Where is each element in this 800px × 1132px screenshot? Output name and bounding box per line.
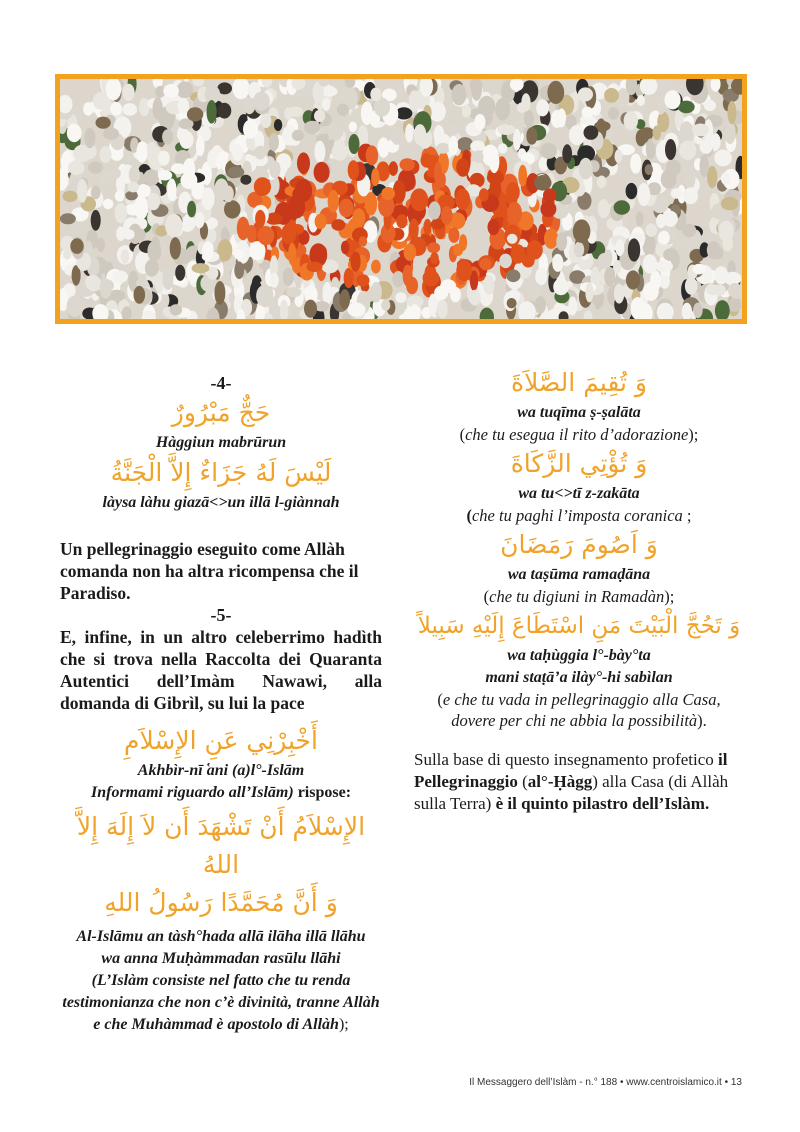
page-footer: Il Messaggero dell’Islàm - n.° 188 • www.centroislamico.it • 13 [469, 1077, 742, 1088]
translation-zakat: che tu paghi l’imposta coranica [471, 506, 683, 525]
translit-shahada-2: wa anna Muḥàmmadan rasūlu llāhi [101, 950, 341, 967]
shahada-translation-end: ); [338, 1016, 349, 1033]
translit-salat: wa tuqīma ṣ-ṣalāta [517, 404, 641, 421]
final-bold-2: al°-Ḥàgg [527, 772, 593, 791]
section-number-4: -4- [210, 373, 232, 393]
translit-akhbirni: Akhbìr-nī ̔ani (a)l°-Islām [137, 762, 305, 779]
translit-hajj-1: wa taḥùggia l°-bày°ta [507, 647, 651, 664]
final-bold-3: è il quinto pilastro dell’Islàm. [495, 794, 710, 813]
pilgrims-photo [55, 74, 747, 324]
translation-ramadan-line: (che tu digiuni in Ramadàn); [483, 587, 675, 606]
section-number-5: -5- [210, 605, 232, 625]
arabic-hajj-mabrur: حَجٌّ مَبْرُورٌ [171, 398, 271, 427]
final-mid-1: ( [517, 772, 528, 791]
shahada-translation-block [60, 970, 382, 1036]
translit-shahada-1: Al-Islāmu an tàsh°hada allā ilāha illā llāhu [76, 928, 366, 945]
left-column [60, 372, 382, 1036]
arabic-shahada-1: الإِسْلاَمُ أَنْ تَشْهَدَ أَن لاَ إِلَهَ إِلاَّ اللهُ [76, 812, 366, 879]
final-mid-2: ) alla Casa (di Allàh sulla Terra) [414, 772, 729, 813]
translation-hajj: e che tu vada in pellegrinaggio alla Casa, dovere per chi ne abbia la possibilità [442, 690, 721, 730]
translation-zakat-line: (che tu paghi l’imposta coranica ; [466, 506, 692, 525]
translit-ramadan: wa taṣūma ramaḍāna [507, 566, 651, 583]
final-pre: Sulla base di questo insegnamento profetico [414, 750, 719, 769]
crowd-illustration [60, 79, 742, 319]
translation-salat: che tu esegua il rito d’adorazione [465, 425, 689, 444]
arabic-ramadan: وَ اَصُومَ رَمَضَانَ [500, 530, 658, 559]
arabic-salat: وَ تُقِيمَ الصَّلاَةَ [510, 368, 647, 397]
paragraph-hadith: E, infine, in un altro celeberrimo hadìth che si trova nella Raccolta dei Quaranta Autentici dell’Imàm Nawawi, alla domanda di Gibrìl, su lui la pace [60, 627, 382, 713]
arabic-shahada-2: وَ أَنَّ مُحَمَّدًا رَسُولُ اللهِ [104, 888, 338, 917]
final-paragraph [414, 749, 744, 815]
final-bold-1: il Pellegrinaggio [414, 750, 728, 791]
arabic-zakat: وَ تُؤْتِي الزَّكَاةَ [510, 449, 648, 478]
right-column [414, 368, 744, 815]
shahada-translation: (L’Islàm consiste nel fatto che tu renda testimonianza che non c’è divinità, tranne Allàh e che Muhàmmad è apostolo di Allàh [62, 972, 380, 1033]
paragraph-pellegrinaggio: Un pellegrinaggio eseguito come Allàh comanda non ha altra ricompensa che il Paradiso. [60, 539, 359, 603]
informami-text: Informami riguardo all’Islām) [90, 784, 294, 801]
translation-salat-line: (che tu esegua il rito d’adorazione); [459, 425, 699, 444]
arabic-laysa-lahu: لَيْسَ لَهُ جَزَاءٌ إِلاَّ الْجَنَّةُ [110, 458, 332, 487]
arabic-akhbirni: أَخْبِرْنِي عَنِ الإِسْلاَمِ [124, 726, 318, 755]
arabic-hajj: وَ تَحُجَّ الْبَيْتَ مَنِ اسْتَطَاعَ إِلَيْهِ سَبِيلاً [417, 613, 741, 639]
translation-hajj-line: (e che tu vada in pellegrinaggio alla Casa, dovere per chi ne abbia la possibilità). [437, 690, 721, 730]
translit-zakat: wa tu<>tī z-zakāta [518, 485, 640, 502]
rispose-text: rispose: [293, 784, 352, 801]
translation-ramadan: che tu digiuni in Ramadàn [489, 587, 665, 606]
informami-line [60, 782, 382, 804]
translit-haggiun: Hàggiun mabrūrun [155, 434, 287, 451]
translit-hajj-2: mani staṭā’a ilày°-hi sabìlan [485, 669, 673, 686]
translit-laysa: làysa làhu giazā<>un illā l-giànnah [102, 494, 340, 511]
